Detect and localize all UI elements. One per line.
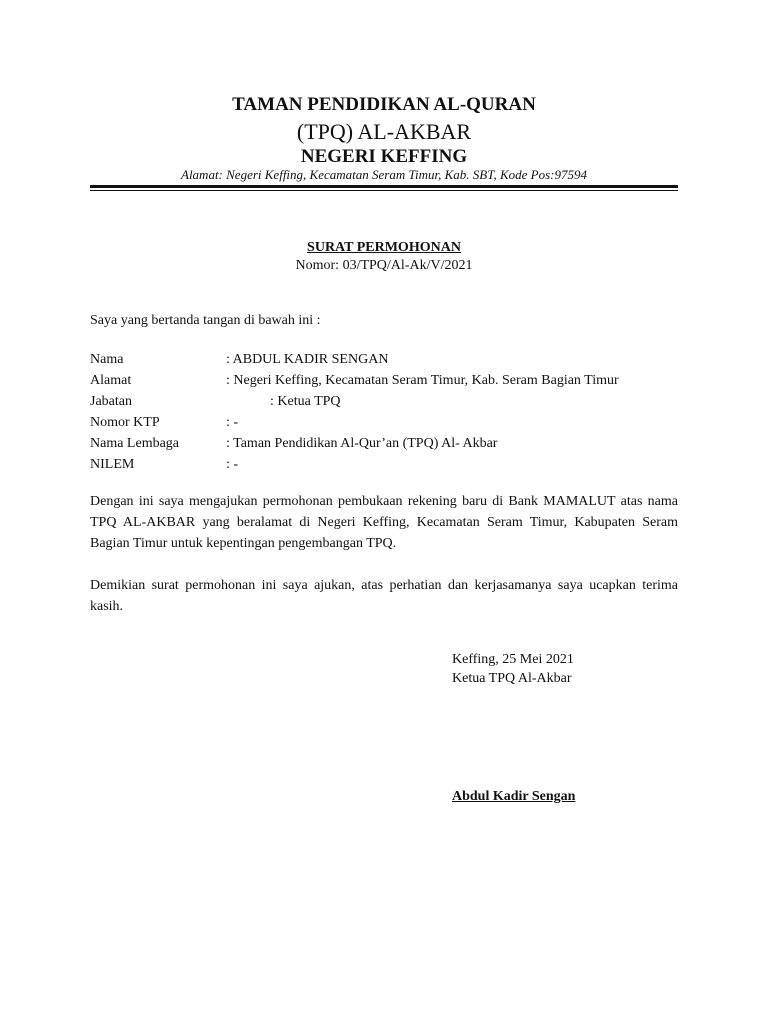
field-value: : Negeri Keffing, Kecamatan Seram Timur, Kab. Seram Bagian Timur [226, 373, 619, 388]
signature-role: Ketua TPQ Al-Akbar [452, 671, 572, 686]
field-value: : - [226, 457, 239, 472]
field-label: Nama Lembaga [90, 436, 180, 451]
field-value: : ABDUL KADIR SENGAN [226, 352, 389, 367]
intro-text: Saya yang bertanda tangan di bawah ini : [90, 313, 321, 328]
header-divider-thick [90, 185, 678, 188]
field-row-nomor-ktp [90, 412, 678, 433]
field-value: : Ketua TPQ [270, 394, 341, 409]
field-row-nama-lembaga [90, 433, 678, 454]
identity-fields [90, 349, 678, 475]
field-row-nama [90, 349, 678, 370]
request-paragraph: Dengan ini saya mengajukan permohonan pembukaan rekening baru di Bank MAMALUT atas nama TPQ AL-AKBAR yang beralamat di Negeri Keffing, Kecamatan Seram Timur, Kabupaten Seram Bagian Timur untuk kepentingan pengembangan TPQ. [90, 494, 678, 551]
letter-subject: SURAT PERMOHONAN [307, 240, 461, 255]
signature-place-date: Keffing, 25 Mei 2021 [452, 652, 574, 667]
letter-number: Nomor: 03/TPQ/Al-Ak/V/2021 [295, 258, 473, 273]
closing-paragraph: Demikian surat permohonan ini saya ajukan, atas perhatian dan kerjasamanya saya ucapkan terima kasih. [90, 578, 678, 614]
institution-address: Alamat: Negeri Keffing, Kecamatan Seram Timur, Kab. SBT, Kode Pos:97594 [181, 167, 587, 182]
field-value: : Taman Pendidikan Al-Qur’an (TPQ) Al- Akbar [226, 436, 498, 451]
header-divider-thin [90, 190, 678, 191]
field-row-alamat [90, 370, 678, 391]
field-label: Jabatan [90, 394, 132, 409]
field-label: Alamat [90, 373, 132, 388]
field-row-nilem [90, 454, 678, 475]
field-label: Nomor KTP [90, 415, 160, 430]
institution-location: NEGERI KEFFING [300, 146, 468, 167]
field-row-jabatan [90, 391, 678, 412]
institution-abbrev: (TPQ) AL-AKBAR [296, 119, 472, 144]
signature-name: Abdul Kadir Sengan [452, 789, 576, 804]
field-label: Nama [90, 352, 124, 367]
field-value: : - [226, 415, 239, 430]
field-label: NILEM [90, 457, 135, 472]
institution-name: TAMAN PENDIDIKAN AL-QURAN [232, 94, 536, 115]
